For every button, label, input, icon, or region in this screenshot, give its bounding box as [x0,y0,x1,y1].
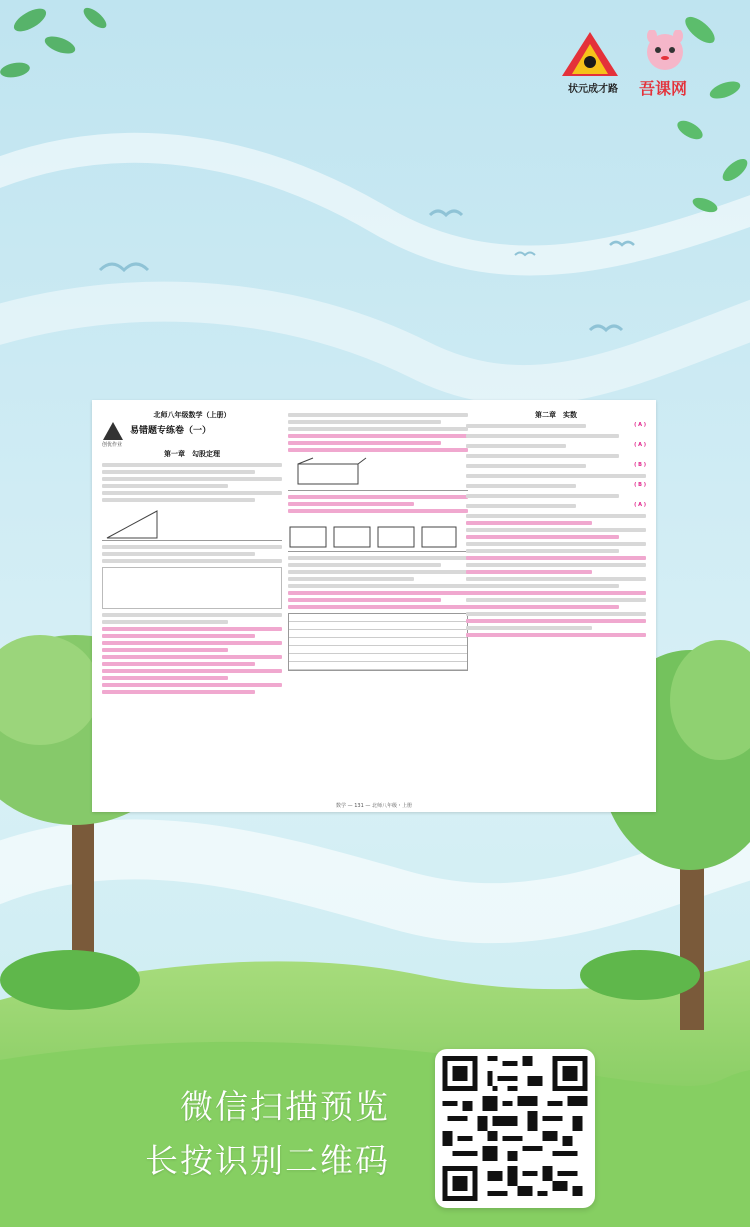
worksheet-preview[interactable] [92,400,656,812]
worksheet-logo-text: 创优作业 [102,442,123,448]
scan-line-2: 长按识别二维码 [145,1141,390,1180]
worksheet-header: 北师八年级数学（上册） [153,411,231,419]
mascot-icon [632,30,698,76]
worksheet-footer: 数学 — 131 — 北师八年级・上册 [336,803,412,809]
worksheet-column-2 [288,410,468,802]
worksheet-table [288,613,468,671]
worksheet-logo-icon [102,421,124,441]
triangle-logo-icon [558,30,622,80]
wookey-logo [632,30,698,98]
brand-right-name: 吾课网 [638,79,687,98]
chapter1-heading: 第一章 勾股定理 [164,450,220,458]
worksheet-box [102,567,282,609]
zhuangyuan-logo [558,30,622,98]
scan-line-1: 微信扫描预览 [180,1087,390,1126]
scan-instructions [130,1080,390,1188]
worksheet-column-3: 第二章 实数 ( A ) ( A ) ( B ) ( B ) ( A ) [466,410,646,802]
chapter2-heading: 第二章 实数 [535,411,577,419]
brand-left-name: 状元成才路 [568,84,618,95]
worksheet-column-1 [102,410,282,802]
qr-code[interactable] [435,1049,595,1208]
brand-logos [558,30,698,100]
worksheet-title: 易错题专练卷（一） [130,426,212,436]
qr-code-icon[interactable] [442,1056,588,1201]
